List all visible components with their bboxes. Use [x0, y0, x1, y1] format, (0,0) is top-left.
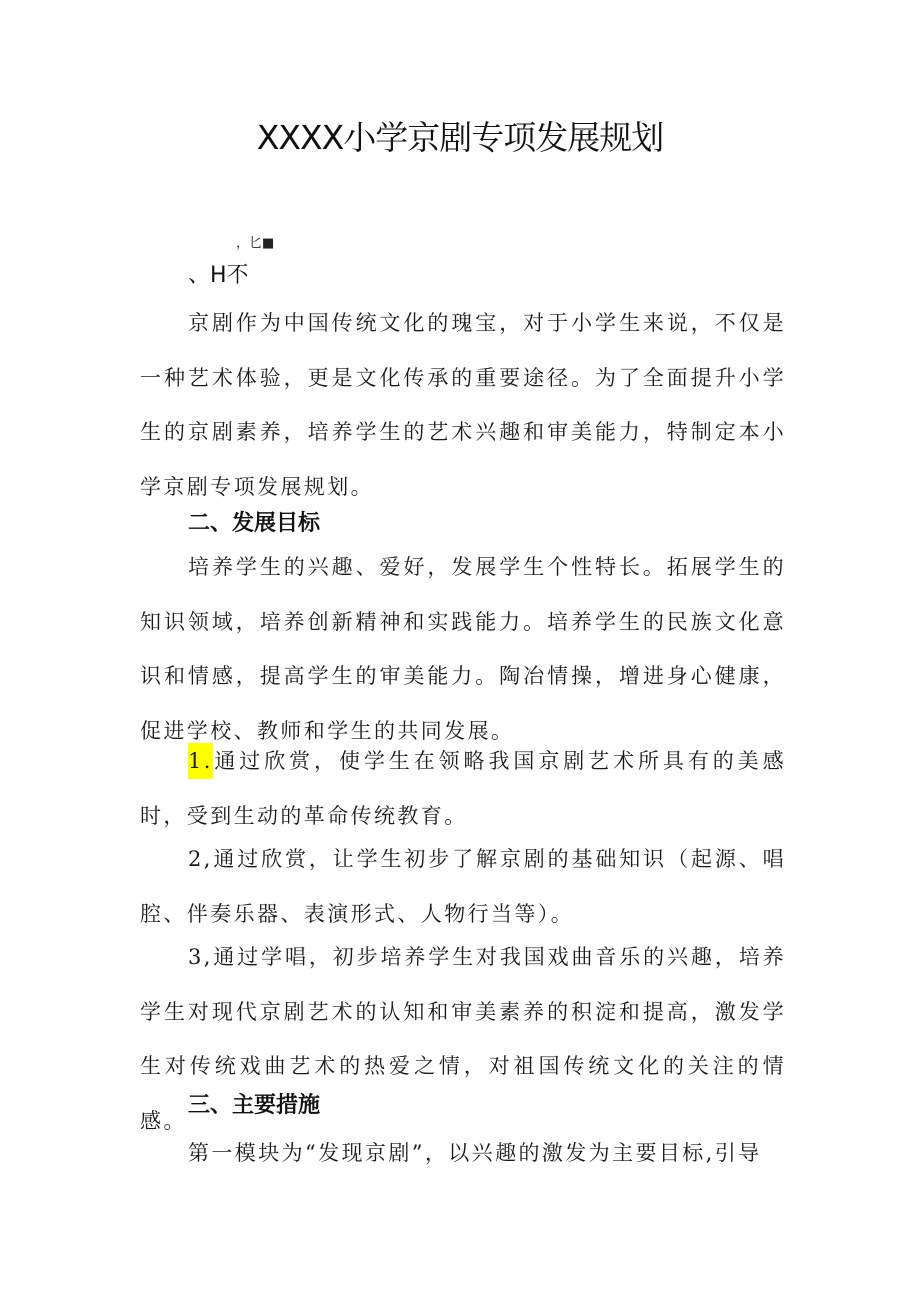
document-title: XXXX小学京剧专项发展规划 [256, 118, 664, 157]
goal-item-number: 2, [188, 847, 213, 871]
goal-item-1 [140, 734, 786, 843]
highlighted-item-number: 1. [188, 743, 213, 779]
goal-item-2 [140, 832, 786, 941]
goal-item-text: 通过学唱，初步培养学生对我国戏曲音乐的兴趣，培养学生对现代京剧艺术的认知和审美素养的积淀和提高，激发学生对传统戏曲艺术的热爱之情，对祖国传统文化的关注的情感。 [140, 945, 786, 1133]
goal-item-text: 通过欣赏，让学生初步了解京剧的基础知识（起源、唱腔、伴奏乐器、表演形式、人物行当等）。 [140, 847, 786, 926]
section-heading-measures: 三、主要措施 [188, 1093, 321, 1118]
section-heading-goals: 二、发展目标 [188, 511, 321, 536]
goal-item-text: 通过欣赏，使学生在领略我国京剧艺术所具有的美感时，受到生动的革命传统教育。 [140, 749, 786, 828]
intro-paragraph: 京剧作为中国传统文化的瑰宝，对于小学生来说，不仅是一种艺术体验，更是文化传承的重要途径。为了全面提升小学生的京剧素养，培养学生的艺术兴趣和审美能力，特制定本小学京剧专项发展规划。 [140, 311, 786, 499]
measures-paragraph: 第一模块为“发现京剧”，以兴趣的激发为主要目标,引导 [188, 1141, 762, 1165]
goals-paragraph: 培养学生的兴趣、爱好，发展学生个性特长。拓展学生的知识领域，培养创新精神和实践能力。培养学生的民族文化意识和情感，提高学生的审美能力。陶冶情操，增进身心健康，促进学校、教师和学生的共同发展。 [140, 555, 786, 743]
scan-artifact-mark: ，匕■ [236, 236, 275, 251]
goal-item-number: 3, [188, 945, 213, 969]
section-heading-intro: 、H不 [188, 263, 249, 288]
